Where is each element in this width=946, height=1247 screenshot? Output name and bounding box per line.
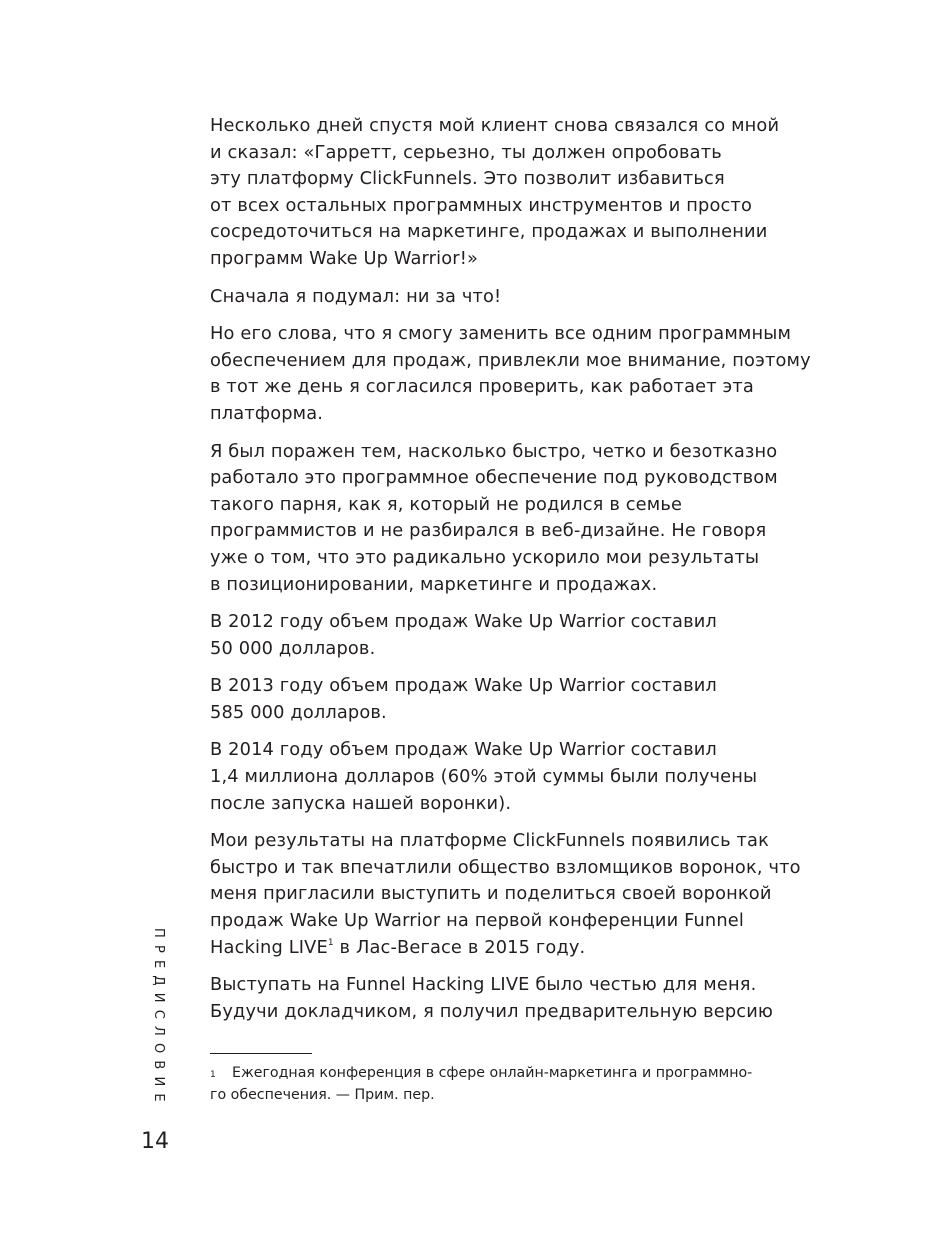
running-head: ПРЕДИСЛОВИЕ [151,928,166,1109]
text-line: продаж Wake Up Warrior на первой конференции Funnel [210,910,744,932]
footnote-line [210,1063,850,1085]
text-line: Я был поражен тем, насколько быстро, четко и безотказно [210,440,778,462]
paragraph [210,609,850,662]
text-line: В 2012 году объем продаж Wake Up Warrior составил [210,611,717,633]
text-line: 1,4 миллиона долларов (60% этой суммы были получены [210,766,758,788]
text-line: Выступать на Funnel Hacking LIVE было честью для меня. [210,974,757,996]
text-line: В 2014 году объем продаж Wake Up Warrior составил [210,739,717,761]
text-line: 50 000 долларов. [210,637,376,659]
text-line: программистов и не разбирался в веб-дизайне. Не говоря [210,520,767,542]
text-line: обеспечением для продаж, привлекли мое внимание, поэтому [210,349,811,371]
footnote-text: Ежегодная конференция в сфере онлайн-маркетинга и программно- [232,1065,753,1081]
text-line: Несколько дней спустя мой клиент снова связался со мной [210,115,780,136]
paragraph [210,828,850,961]
text-line: уже о том, что это радикально ускорило мои результаты [210,546,760,568]
paragraph [210,113,850,273]
text-line: и сказал: «Гарретт, серьезно, ты должен опробовать [210,141,722,163]
text-line: меня пригласили выступить и поделиться своей воронкой [210,883,772,905]
paragraph [210,439,850,599]
paragraph [210,972,850,1025]
main-text [210,113,850,1036]
text-line: после запуска нашей воронки). [210,792,512,814]
text-line: платформа. [210,402,324,424]
footnote-number: 1 [210,1070,216,1080]
footnote-reference: 1 [327,937,334,948]
text-line: от всех остальных программных инструментов и просто [210,194,752,216]
paragraph [210,737,850,817]
text-line: сосредоточиться на маркетинге, продажах и выполнении [210,221,768,243]
text-line: Сначала я подумал: ни за что! [210,285,502,307]
text-line: Будучи докладчиком, я получил предварительную версию [210,1000,774,1022]
footnote-line: го обеспечения. — Прим. пер. [210,1086,435,1103]
text-line: Мои результаты на платформе ClickFunnels появились так [210,830,769,852]
paragraph [210,673,850,726]
text-line: в позиционировании, маркетинге и продажах. [210,573,658,595]
text-line: работало это программное обеспечение под руководством [210,467,778,489]
text-line: 585 000 долларов. [210,701,387,723]
footnote [210,1063,850,1106]
text-line: В 2013 году объем продаж Wake Up Warrior составил [210,675,717,697]
text-line [210,935,850,962]
text-line: программ Wake Up Warrior!» [210,247,479,269]
text-line: эту платформу ClickFunnels. Это позволит избавиться [210,168,725,190]
text-line: такого парня, как я, который не родился в семье [210,493,683,515]
text-line: в тот же день я согласился проверить, как работает эта [210,376,754,398]
text-line: быстро и так впечатлили общество взломщиков воронок, что [210,856,801,878]
text-line: Но его слова, что я смогу заменить все одним программным [210,323,792,345]
page-number: 14 [141,1129,169,1154]
text-fragment: Hacking LIVE [210,936,328,958]
paragraph [210,321,850,427]
footnote-divider [210,1053,312,1054]
text-fragment: в Лас-Вегасе в 2015 году. [333,936,586,958]
paragraph [210,284,850,311]
